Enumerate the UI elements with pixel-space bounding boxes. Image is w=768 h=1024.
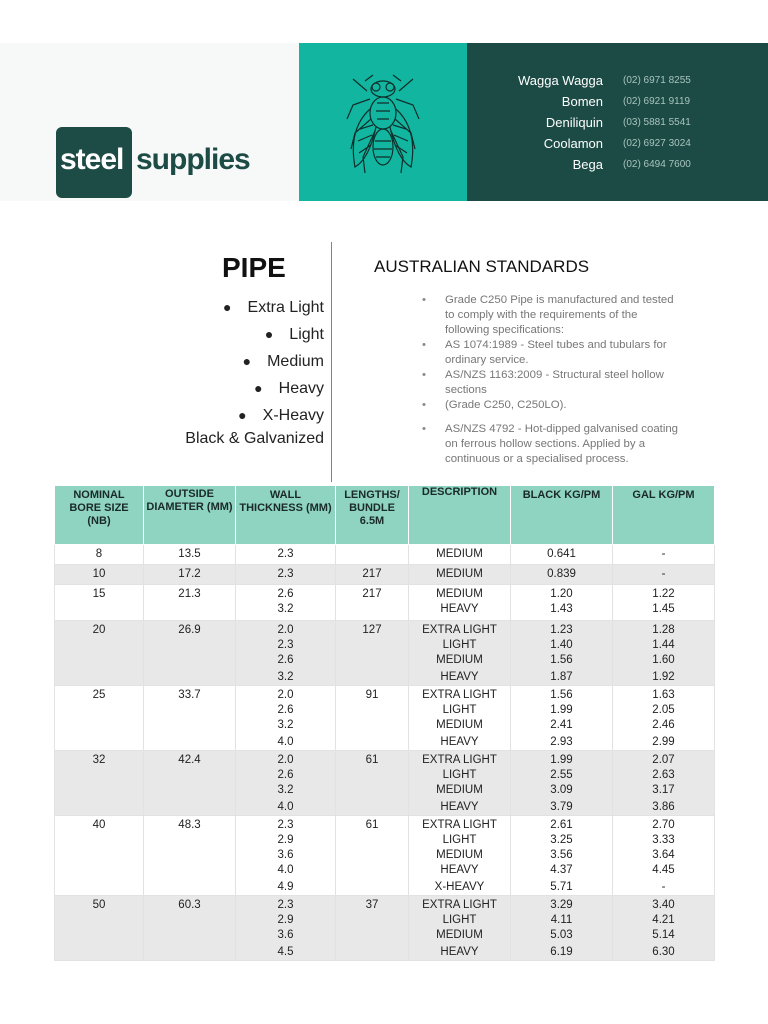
cell-wall-value: 4.9	[277, 881, 294, 893]
cell-wall-value: 2.6	[277, 769, 294, 781]
branch-phone: (02) 6494 7600	[623, 159, 691, 170]
cell-description-value: HEAVY	[440, 736, 479, 748]
cell-wall-value: 2.3	[277, 899, 294, 911]
cell-wall	[236, 585, 336, 621]
branch-phone: (03) 5881 5541	[623, 117, 691, 128]
table-row	[55, 565, 715, 585]
cell-gal-value: 1.28	[652, 624, 675, 636]
cell-wall	[236, 565, 336, 585]
cell-gal-value: 4.21	[652, 914, 675, 926]
cell-gal-value: 2.05	[652, 704, 675, 716]
cell-black-value: 3.79	[550, 801, 573, 813]
logo-word-supplies: supplies	[136, 143, 250, 176]
standard-item: • (Grade C250, C250LO).	[420, 398, 680, 413]
cell-gal-value: 3.40	[652, 899, 675, 911]
finish-label: Black & Galvanized	[185, 430, 324, 447]
cell-wall-value: 2.3	[277, 548, 294, 560]
grade-label: Medium	[267, 353, 324, 370]
cell-od: 21.3	[144, 585, 236, 621]
cell-wall-value: 2.9	[277, 834, 294, 846]
grade-item	[223, 294, 324, 321]
cell-black-value: 3.09	[550, 784, 573, 796]
table-row	[55, 621, 715, 686]
cell-wall-value: 2.3	[277, 819, 294, 831]
cell-description-value: EXTRA LIGHT	[422, 689, 497, 701]
standard-item: • Grade C250 Pipe is manufactured and tested to comply with the requirements of the following specifications:	[420, 293, 680, 338]
cell-wall-value: 3.6	[277, 849, 294, 861]
cell-wall	[236, 816, 336, 896]
cell-gal-value: 3.86	[652, 801, 675, 813]
cell-lengths: 217	[336, 585, 409, 621]
cell-black-value: 1.23	[550, 624, 573, 636]
cell-nb: 15	[55, 585, 144, 621]
cell-black-value: 5.71	[550, 881, 573, 893]
cell-description-value: LIGHT	[442, 639, 477, 651]
pipe-spec-table	[54, 485, 715, 961]
cell-lengths: 217	[336, 565, 409, 585]
branch-phone: (02) 6971 8255	[623, 75, 691, 86]
col-header-nb: NOMINAL BORE SIZE (NB)	[55, 486, 144, 545]
cell-wall-value: 4.5	[277, 946, 294, 958]
cell-description-value: EXTRA LIGHT	[422, 899, 497, 911]
branch-name: Wagga Wagga	[517, 73, 603, 88]
cell-black-value: 5.03	[550, 929, 573, 941]
cell-black	[511, 751, 613, 816]
cell-od: 48.3	[144, 816, 236, 896]
cell-gal-value: 1.22	[652, 588, 675, 600]
cell-description-value: MEDIUM	[436, 654, 483, 666]
cell-od: 13.5	[144, 545, 236, 565]
grade-label: X-Heavy	[262, 407, 324, 424]
col-header-od: OUTSIDE DIAMETER (MM)	[144, 486, 236, 545]
cell-wall-value: 3.6	[277, 929, 294, 941]
cell-black-value: 6.19	[550, 946, 573, 958]
cell-wall-value: 2.6	[277, 704, 294, 716]
cell-nb: 20	[55, 621, 144, 686]
cell-description-value: MEDIUM	[436, 929, 483, 941]
cell-od: 42.4	[144, 751, 236, 816]
cell-gal-value: 1.92	[652, 671, 675, 683]
cell-description-value: MEDIUM	[436, 588, 483, 600]
cell-description-value: MEDIUM	[436, 719, 483, 731]
cell-wall	[236, 545, 336, 565]
cell-description-value: EXTRA LIGHT	[422, 624, 497, 636]
cell-nb: 25	[55, 686, 144, 751]
cell-description	[409, 585, 511, 621]
table-row	[55, 896, 715, 961]
cell-gal-value: 2.70	[652, 819, 675, 831]
cell-black-value: 0.839	[547, 568, 576, 580]
cell-lengths: 37	[336, 896, 409, 961]
cell-gal-value: 3.33	[652, 834, 675, 846]
contact-bomen	[467, 94, 768, 114]
cell-black-value: 1.56	[550, 689, 573, 701]
cell-lengths: 91	[336, 686, 409, 751]
cell-wall	[236, 686, 336, 751]
logo-panel	[0, 43, 299, 201]
cell-gal-value: 4.45	[652, 864, 675, 876]
cell-gal-value: 2.99	[652, 736, 675, 748]
branch-contacts	[467, 43, 768, 201]
cell-gal-value: 1.63	[652, 689, 675, 701]
col-header-lengths: LENGTHS/ BUNDLE 6.5M	[336, 486, 409, 545]
cell-nb: 50	[55, 896, 144, 961]
cell-description	[409, 545, 511, 565]
col-header-description: DESCRIPTION	[409, 486, 511, 545]
cell-black	[511, 621, 613, 686]
cell-od: 26.9	[144, 621, 236, 686]
cell-description	[409, 565, 511, 585]
bullet-icon: ●	[223, 299, 232, 315]
cell-black-value: 3.25	[550, 834, 573, 846]
standards-list	[420, 293, 680, 467]
cell-black-value: 1.43	[550, 603, 573, 615]
table-row	[55, 751, 715, 816]
section-divider	[331, 242, 332, 482]
grade-label: Light	[289, 326, 324, 343]
table-body	[55, 545, 715, 961]
cell-gal	[613, 621, 715, 686]
cell-black	[511, 565, 613, 585]
cell-gal-value: -	[661, 881, 666, 893]
cell-gal-value: -	[661, 548, 666, 560]
cell-description-value: MEDIUM	[436, 784, 483, 796]
cell-description	[409, 896, 511, 961]
cell-wall-value: 2.9	[277, 914, 294, 926]
branch-phone: (02) 6921 9119	[623, 96, 691, 107]
cell-gal-value: 1.44	[652, 639, 675, 651]
cell-black-value: 1.87	[550, 671, 573, 683]
cell-gal-value: -	[661, 568, 666, 580]
contact-deniliquin	[467, 115, 768, 135]
cell-lengths: 127	[336, 621, 409, 686]
col-header-black: BLACK KG/PM	[511, 486, 613, 545]
cell-black-value: 2.61	[550, 819, 573, 831]
branch-name: Bomen	[561, 94, 603, 109]
grade-item	[223, 402, 324, 429]
grade-item	[223, 321, 324, 348]
cell-black-value: 3.56	[550, 849, 573, 861]
cell-nb: 32	[55, 751, 144, 816]
standards-title: AUSTRALIAN STANDARDS	[374, 257, 590, 276]
cell-description-value: MEDIUM	[436, 849, 483, 861]
grade-list	[223, 294, 324, 429]
cell-wall-value: 3.2	[277, 603, 294, 615]
fly-icon	[343, 69, 423, 177]
cell-gal-value: 3.17	[652, 784, 675, 796]
cell-description	[409, 816, 511, 896]
standard-item: • AS 1074:1989 - Steel tubes and tubulars for ordinary service.	[420, 338, 680, 368]
grade-item	[223, 348, 324, 375]
cell-description	[409, 686, 511, 751]
cell-nb: 40	[55, 816, 144, 896]
cell-description-value: MEDIUM	[436, 568, 483, 580]
cell-black	[511, 545, 613, 565]
branch-name: Bega	[572, 157, 603, 172]
cell-gal-value: 3.64	[652, 849, 675, 861]
table-row	[55, 816, 715, 896]
cell-black-value: 4.37	[550, 864, 573, 876]
cell-od: 33.7	[144, 686, 236, 751]
bullet-icon: ●	[254, 380, 263, 396]
cell-black	[511, 816, 613, 896]
cell-description-value: HEAVY	[440, 603, 479, 615]
cell-description-value: EXTRA LIGHT	[422, 819, 497, 831]
cell-wall-value: 4.0	[277, 736, 294, 748]
cell-gal-value: 5.14	[652, 929, 675, 941]
cell-gal-value: 2.07	[652, 754, 675, 766]
cell-black-value: 4.11	[550, 914, 573, 926]
cell-gal	[613, 686, 715, 751]
cell-wall-value: 2.3	[277, 568, 294, 580]
page-header	[0, 43, 768, 201]
cell-description-value: EXTRA LIGHT	[422, 754, 497, 766]
cell-black-value: 0.641	[547, 548, 576, 560]
cell-black-value: 1.99	[550, 754, 573, 766]
cell-description-value: HEAVY	[440, 671, 479, 683]
cell-wall	[236, 621, 336, 686]
product-title: PIPE	[222, 252, 286, 283]
cell-lengths: 61	[336, 751, 409, 816]
cell-description-value: X-HEAVY	[434, 881, 485, 893]
cell-od: 60.3	[144, 896, 236, 961]
cell-black-value: 1.40	[550, 639, 573, 651]
branch-name: Coolamon	[543, 136, 603, 151]
cell-black-value: 1.99	[550, 704, 573, 716]
contact-coolamon	[467, 136, 768, 156]
table-row	[55, 686, 715, 751]
cell-black	[511, 686, 613, 751]
cell-nb: 10	[55, 565, 144, 585]
bullet-icon: ●	[238, 407, 247, 423]
logo-word-steel: steel	[60, 143, 124, 176]
col-header-gal: GAL KG/PM	[613, 486, 715, 545]
cell-gal	[613, 585, 715, 621]
cell-description-value: LIGHT	[442, 704, 477, 716]
cell-wall-value: 3.2	[277, 784, 294, 796]
cell-black-value: 2.41	[550, 719, 573, 731]
cell-gal	[613, 545, 715, 565]
cell-od: 17.2	[144, 565, 236, 585]
bullet-icon: ●	[264, 326, 274, 342]
cell-wall-value: 2.3	[277, 639, 294, 651]
cell-nb: 8	[55, 545, 144, 565]
cell-description-value: HEAVY	[440, 801, 479, 813]
col-header-wall: WALL THICKNESS (MM)	[236, 486, 336, 545]
contact-wagga-wagga	[467, 73, 768, 93]
cell-description-value: LIGHT	[442, 769, 477, 781]
cell-gal-value: 1.60	[652, 654, 675, 666]
cell-wall-value: 3.2	[277, 671, 294, 683]
cell-black	[511, 896, 613, 961]
cell-wall-value: 4.0	[277, 801, 294, 813]
cell-wall-value: 4.0	[277, 864, 294, 876]
spacer	[420, 413, 680, 422]
cell-gal	[613, 751, 715, 816]
cell-wall-value: 2.0	[277, 689, 294, 701]
cell-description-value: LIGHT	[442, 834, 477, 846]
grade-label: Heavy	[278, 380, 324, 397]
cell-lengths	[336, 545, 409, 565]
cell-wall-value: 2.0	[277, 624, 294, 636]
cell-wall-value: 2.6	[277, 588, 294, 600]
standard-item: • AS/NZS 4792 - Hot-dipped galvanised coating on ferrous hollow sections. Applied by a continuous or a specialised process.	[420, 422, 680, 467]
standard-item: • AS/NZS 1163:2009 - Structural steel hollow sections	[420, 368, 680, 398]
cell-black-value: 1.56	[550, 654, 573, 666]
fly-panel	[299, 43, 467, 201]
branch-name: Deniliquin	[545, 115, 603, 130]
cell-gal-value: 1.45	[652, 603, 675, 615]
cell-wall	[236, 751, 336, 816]
cell-wall-value: 2.0	[277, 754, 294, 766]
cell-description	[409, 751, 511, 816]
cell-description-value: LIGHT	[442, 914, 477, 926]
cell-description-value: HEAVY	[440, 946, 479, 958]
table-row	[55, 545, 715, 565]
cell-lengths: 61	[336, 816, 409, 896]
cell-black-value: 2.93	[550, 736, 573, 748]
cell-wall-value: 2.6	[277, 654, 294, 666]
cell-black-value: 2.55	[550, 769, 573, 781]
grade-item	[223, 375, 324, 402]
cell-black-value: 1.20	[550, 588, 573, 600]
grade-label: Extra Light	[247, 299, 324, 316]
table-row	[55, 585, 715, 621]
cell-description-value: MEDIUM	[436, 548, 483, 560]
cell-description-value: HEAVY	[440, 864, 479, 876]
cell-gal	[613, 896, 715, 961]
cell-gal	[613, 816, 715, 896]
cell-wall-value: 3.2	[277, 719, 294, 731]
cell-gal-value: 2.63	[652, 769, 675, 781]
branch-phone: (02) 6927 3024	[623, 138, 691, 149]
cell-gal	[613, 565, 715, 585]
contact-bega	[467, 157, 768, 177]
cell-wall	[236, 896, 336, 961]
cell-black-value: 3.29	[550, 899, 573, 911]
cell-gal-value: 6.30	[652, 946, 675, 958]
bullet-icon: ●	[242, 353, 252, 369]
cell-description	[409, 621, 511, 686]
table-header-row	[55, 486, 715, 545]
cell-black	[511, 585, 613, 621]
cell-gal-value: 2.46	[652, 719, 675, 731]
